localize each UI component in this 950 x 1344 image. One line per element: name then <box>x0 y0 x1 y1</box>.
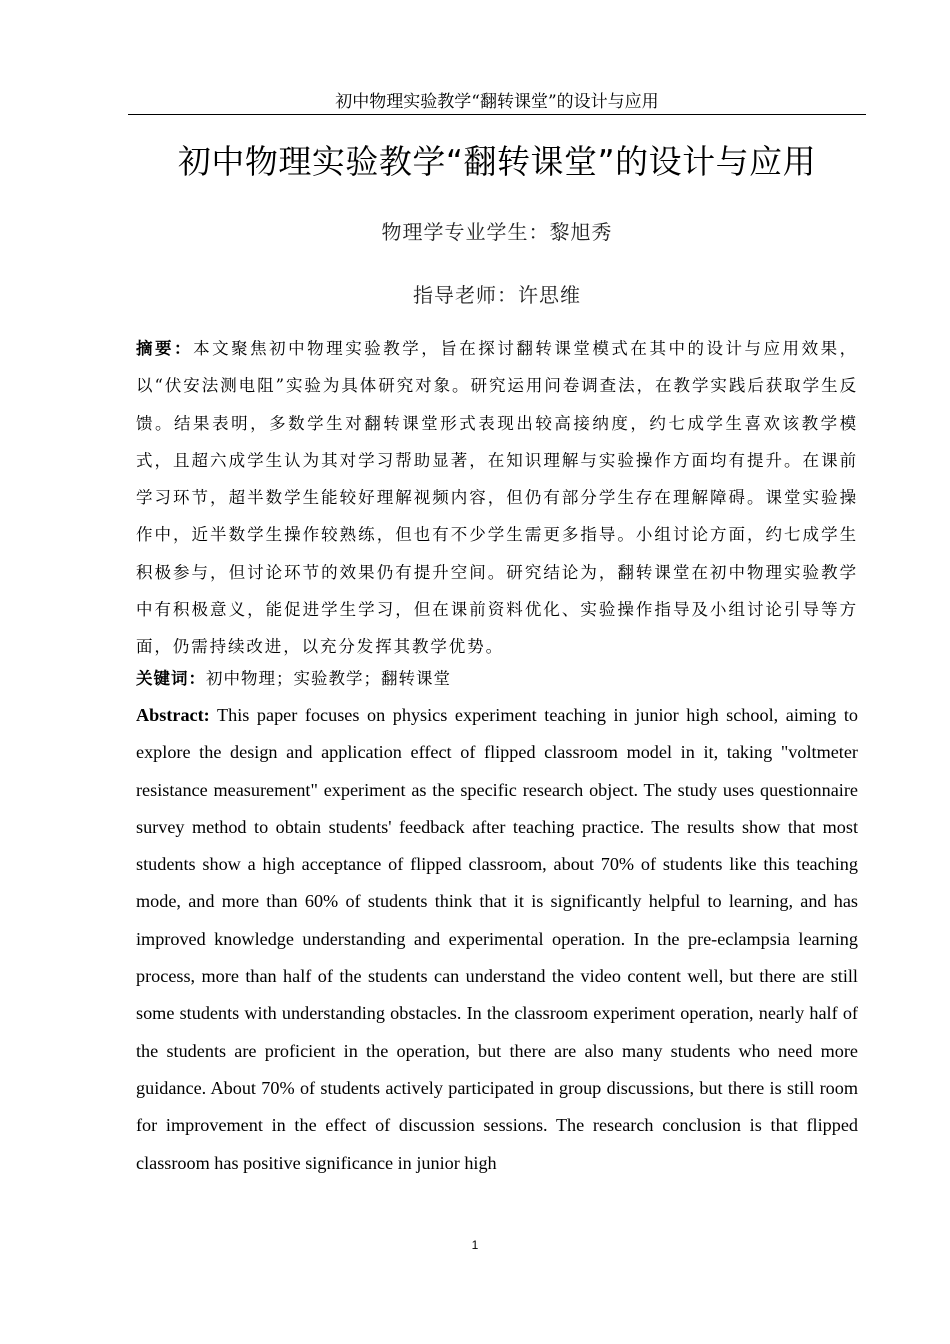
chinese-abstract-label: 摘要： <box>136 339 194 358</box>
chinese-abstract-text: 本文聚焦初中物理实验教学，旨在探讨翻转课堂模式在其中的设计与应用效果，以“伏安法测电阻”实验为具体研究对象。研究运用问卷调查法，在教学实践后获取学生反馈。结果表明，多数学生对翻转课堂形式表现出较高接纳度，约七成学生喜欢该教学模式，且超六成学生认为其对学习帮助显著，在知识理解与实验操作方面均有提升。在课前学习环节，超半数学生能较好理解视频内容，但仍有部分学生存在理解障碍。课堂实验操作中，近半数学生操作较熟练，但也有不少学生需更多指导。小组讨论方面，约七成学生积极参与，但讨论环节的效果仍有提升空间。研究结论为，翻转课堂在初中物理实验教学中有积极意义，能促进学生学习，但在课前资料优化、实验操作指导及小组讨论引导等方面，仍需持续改进，以充分发挥其教学优势。 <box>136 339 859 657</box>
chinese-keywords <box>136 662 858 696</box>
keywords-label: 关键词： <box>136 669 206 688</box>
advisor-line: 指导老师：许思维 <box>413 283 581 307</box>
paper-title: 初中物理实验教学“翻转课堂”的设计与应用 <box>177 142 817 181</box>
english-abstract <box>136 697 858 1182</box>
english-abstract-text: This paper focuses on physics experiment teaching in junior high school, aiming to explore the design and application effect of flipped classroom model in it, taking "voltmeter resistance measurement" experiment as the specific research object. The study uses questionnaire survey method to obtain students' feedback after teaching practice. The results show that most students show a high acceptance of flipped classroom, about 70% of students like this teaching mode, and more than 60% of students think that it is significantly helpful to learning, and has improved knowledge understanding and experimental operation. In the pre-eclampsia learning process, more than half of the students can understand the video content well, but there are still some students with understanding obstacles. In the classroom experiment operation, nearly half of the students are proficient in the operation, but there are also many students who need more guidance. About 70% of students actively participated in group discussions, but there is still room for improvement in the effect of discussion sessions. The research conclusion is that flipped classroom has positive significance in junior high <box>136 705 858 1173</box>
running-header: 初中物理实验教学“翻转课堂”的设计与应用 <box>335 92 659 112</box>
header-divider <box>128 114 866 115</box>
english-abstract-label: Abstract: <box>136 705 210 725</box>
page-number: 1 <box>471 1238 479 1252</box>
keywords-text: 初中物理；实验教学；翻转课堂 <box>206 669 451 688</box>
chinese-abstract <box>136 330 858 666</box>
author-line: 物理学专业学生：黎旭秀 <box>381 220 613 244</box>
